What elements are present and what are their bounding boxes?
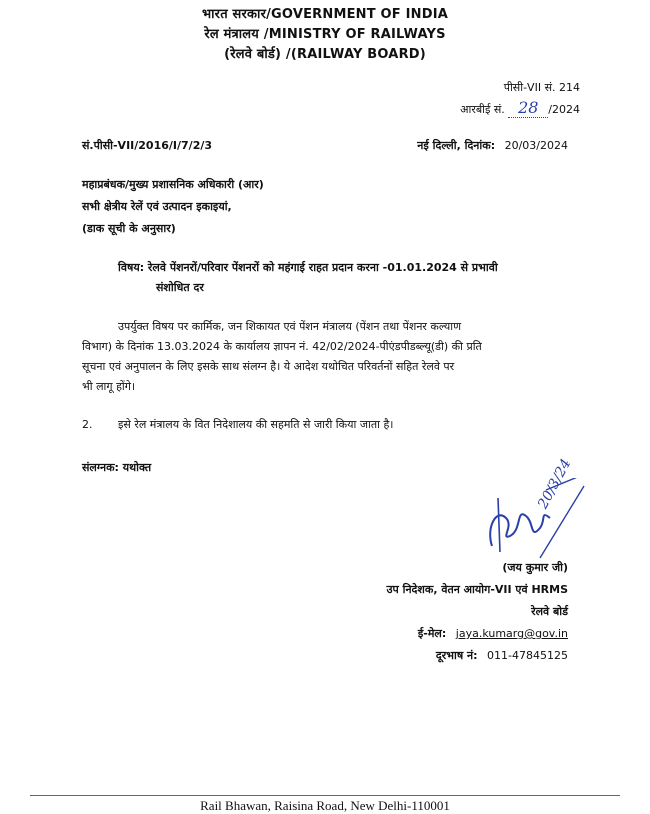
phone-label: दूरभाष नं: <box>435 649 478 662</box>
signature-scribble <box>470 478 590 568</box>
rbe-number-line <box>460 98 580 118</box>
body-p1-line-3: सूचना एवं अनुपालन के लिए इसके साथ संलग्न है। ये आदेश यथोचित परिवर्तनों सहित रेलवे पर <box>82 360 455 373</box>
header-ministry: रेल मंत्रालय /MINISTRY OF RAILWAYS <box>204 27 446 42</box>
addressee-line-2: सभी क्षेत्रीय रेलें एवं उत्पादन इकाइयां, <box>82 200 232 213</box>
signature-date: 20/3/24 <box>535 456 575 512</box>
letter-date: 20/03/2024 <box>504 139 568 152</box>
rbe-prefix: आरबीई सं. <box>460 103 505 116</box>
subject-line-2: संशोधित दर <box>156 281 204 294</box>
signatory-name: (जय कुमार जी) <box>502 561 568 574</box>
signatory-office: रेलवे बोर्ड <box>531 605 568 618</box>
header-board: (रेलवे बोर्ड) /(RAILWAY BOARD) <box>224 47 426 62</box>
place-date <box>417 138 568 153</box>
pc-number: पीसी-VII सं. 214 <box>503 81 580 94</box>
addressee-line-1: महाप्रबंधक/मुख्य प्रशासनिक अधिकारी (आर) <box>82 178 264 191</box>
enclosure: संलग्नक: यथोक्त <box>82 461 152 474</box>
signatory-phone-line <box>436 648 568 663</box>
footer-address: Rail Bhawan, Raisina Road, New Delhi-110001 <box>200 798 450 813</box>
signatory-designation: उप निदेशक, वेतन आयोग-VII एवं HRMS <box>386 583 568 596</box>
addressee-line-3: (डाक सूची के अनुसार) <box>82 222 176 235</box>
email-label: ई-मेल: <box>417 627 447 640</box>
place-date-label: नई दिल्ली, दिनांक: <box>417 139 496 152</box>
subject-line-1: विषय: रेलवे पेंशनरों/परिवार पेंशनरों को महंगाई राहत प्रदान करना -01.01.2024 से प्रभावी <box>118 261 498 274</box>
file-number: सं.पीसी-VII/2016/I/7/2/3 <box>82 139 213 152</box>
body-p1-line-2: विभाग) के दिनांक 13.03.2024 के कार्यालय ज्ञापन नं. 42/02/2024-पीएंडपीडब्ल्यू(डी) की प्रति <box>82 340 482 353</box>
email-link[interactable]: jaya.kumarg@gov.in <box>455 627 568 640</box>
signatory-email-line <box>418 626 568 641</box>
rbe-year: /2024 <box>548 103 580 116</box>
body-p1-line-1: उपर्युक्त विषय पर कार्मिक, जन शिकायत एवं पेंशन मंत्रालय (पेंशन तथा पेंशनर कल्याण <box>118 320 462 333</box>
rbe-number: 28 <box>508 98 548 118</box>
footer-divider <box>30 795 620 796</box>
body-p2-text: इसे रेल मंत्रालय के वित निदेशालय की सहमति से जारी किया जाता है। <box>118 418 394 431</box>
body-p1-line-4: भी लागू होंगे। <box>82 380 136 393</box>
body-p2-number: 2. <box>82 418 93 431</box>
header-govt: भारत सरकार/GOVERNMENT OF INDIA <box>201 7 449 22</box>
phone-number: 011-47845125 <box>487 649 568 662</box>
